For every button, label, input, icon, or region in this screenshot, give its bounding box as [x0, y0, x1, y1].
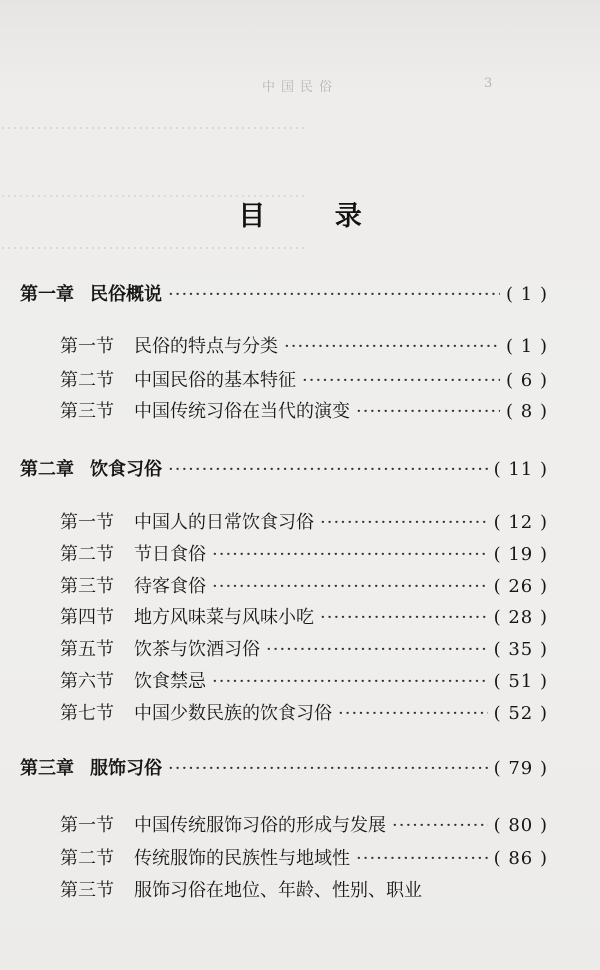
toc-chapter-3[interactable] [20, 756, 548, 782]
section-number: 第一节 [60, 336, 114, 357]
dot-leader [168, 756, 488, 782]
chapter-title: 服饰习俗 [90, 758, 162, 779]
dot-leader [168, 457, 488, 483]
toc-chapter-2[interactable] [20, 457, 548, 483]
section-title: 中国人的日常饮食习俗 [134, 512, 314, 533]
page-number: ( 26 ) [493, 576, 548, 597]
section-title: 民俗的特点与分类 [134, 336, 278, 357]
chapter-title: 饮食习俗 [90, 459, 162, 480]
dot-leader [320, 510, 488, 536]
bleed-through: ⋯⋯⋯⋯⋯⋯⋯⋯⋯⋯⋯⋯⋯⋯⋯⋯⋯ [0, 238, 306, 259]
section-number: 第一节 [60, 815, 114, 836]
section-title: 中国传统服饰习俗的形成与发展 [134, 815, 386, 836]
toc-section-2-7[interactable] [60, 701, 548, 727]
dot-leader [392, 813, 488, 839]
toc-section-2-3[interactable] [60, 574, 548, 600]
page-number: ( 8 ) [506, 401, 548, 422]
dot-leader [212, 669, 488, 695]
running-head: 中国民俗 [261, 80, 338, 95]
page-number: ( 52 ) [493, 703, 548, 724]
chapter-number: 第三章 [20, 758, 74, 779]
chapter-number: 第二章 [20, 459, 74, 480]
section-number: 第四节 [60, 607, 114, 628]
toc-section-2-6[interactable] [60, 669, 548, 695]
page-number: ( 1 ) [506, 284, 548, 305]
toc-chapter-1[interactable] [20, 282, 548, 308]
toc-section-1-1[interactable] [60, 334, 548, 360]
section-title: 传统服饰的民族性与地域性 [134, 848, 350, 869]
bleed-through: ⋯⋯⋯⋯⋯⋯⋯⋯⋯⋯⋯⋯⋯⋯⋯⋯⋯ [0, 118, 306, 139]
dot-leader [168, 282, 500, 308]
section-number: 第三节 [60, 401, 114, 422]
section-number: 第二节 [60, 370, 114, 391]
section-title: 待客食俗 [134, 576, 206, 597]
toc-section-3-3[interactable] [60, 878, 422, 904]
section-number: 第七节 [60, 703, 114, 724]
section-number: 第一节 [60, 512, 114, 533]
page-number: ( 51 ) [493, 671, 548, 692]
section-title: 中国民俗的基本特征 [134, 370, 296, 391]
toc-section-1-3[interactable] [60, 399, 548, 425]
section-title: 服饰习俗在地位、年龄、性别、职业 [134, 880, 422, 901]
page-number: ( 86 ) [493, 848, 548, 869]
section-number: 第五节 [60, 639, 114, 660]
section-number: 第二节 [60, 544, 114, 565]
dot-leader [338, 701, 488, 727]
dot-leader [356, 846, 488, 872]
dot-leader [302, 368, 500, 394]
page-number: ( 1 ) [506, 336, 548, 357]
section-number: 第六节 [60, 671, 114, 692]
chapter-number: 第一章 [20, 284, 74, 305]
toc-section-3-1[interactable] [60, 813, 548, 839]
dot-leader [284, 334, 500, 360]
section-title: 饮茶与饮酒习俗 [134, 639, 260, 660]
section-title: 中国少数民族的饮食习俗 [134, 703, 332, 724]
toc-section-1-2[interactable] [60, 368, 548, 394]
page-number: ( 11 ) [493, 459, 548, 480]
dot-leader [266, 637, 488, 663]
page-number: ( 19 ) [493, 544, 548, 565]
section-number: 第二节 [60, 848, 114, 869]
page-number: ( 6 ) [506, 370, 548, 391]
page-folio: 3 [484, 76, 493, 91]
bleed-through: ⋯⋯⋯⋯⋯⋯⋯⋯⋯⋯⋯⋯⋯⋯⋯⋯⋯ [0, 186, 306, 207]
toc-section-2-5[interactable] [60, 637, 548, 663]
dot-leader [212, 574, 488, 600]
toc-section-2-1[interactable] [60, 510, 548, 536]
toc-title: 目 录 [238, 201, 392, 232]
page-number: ( 12 ) [493, 512, 548, 533]
section-title: 地方风味菜与风味小吃 [134, 607, 314, 628]
dot-leader [320, 605, 488, 631]
toc-section-2-2[interactable] [60, 542, 548, 568]
page-number: ( 28 ) [493, 607, 548, 628]
dot-leader [356, 399, 500, 425]
section-title: 中国传统习俗在当代的演变 [134, 401, 350, 422]
section-title: 节日食俗 [134, 544, 206, 565]
chapter-title: 民俗概说 [90, 284, 162, 305]
section-number: 第三节 [60, 576, 114, 597]
toc-section-3-2[interactable] [60, 846, 548, 872]
section-number: 第三节 [60, 880, 114, 901]
page-number: ( 35 ) [493, 639, 548, 660]
toc-section-2-4[interactable] [60, 605, 548, 631]
dot-leader [212, 542, 488, 568]
section-title: 饮食禁忌 [134, 671, 206, 692]
page-number: ( 80 ) [493, 815, 548, 836]
page-number: ( 79 ) [493, 758, 548, 779]
